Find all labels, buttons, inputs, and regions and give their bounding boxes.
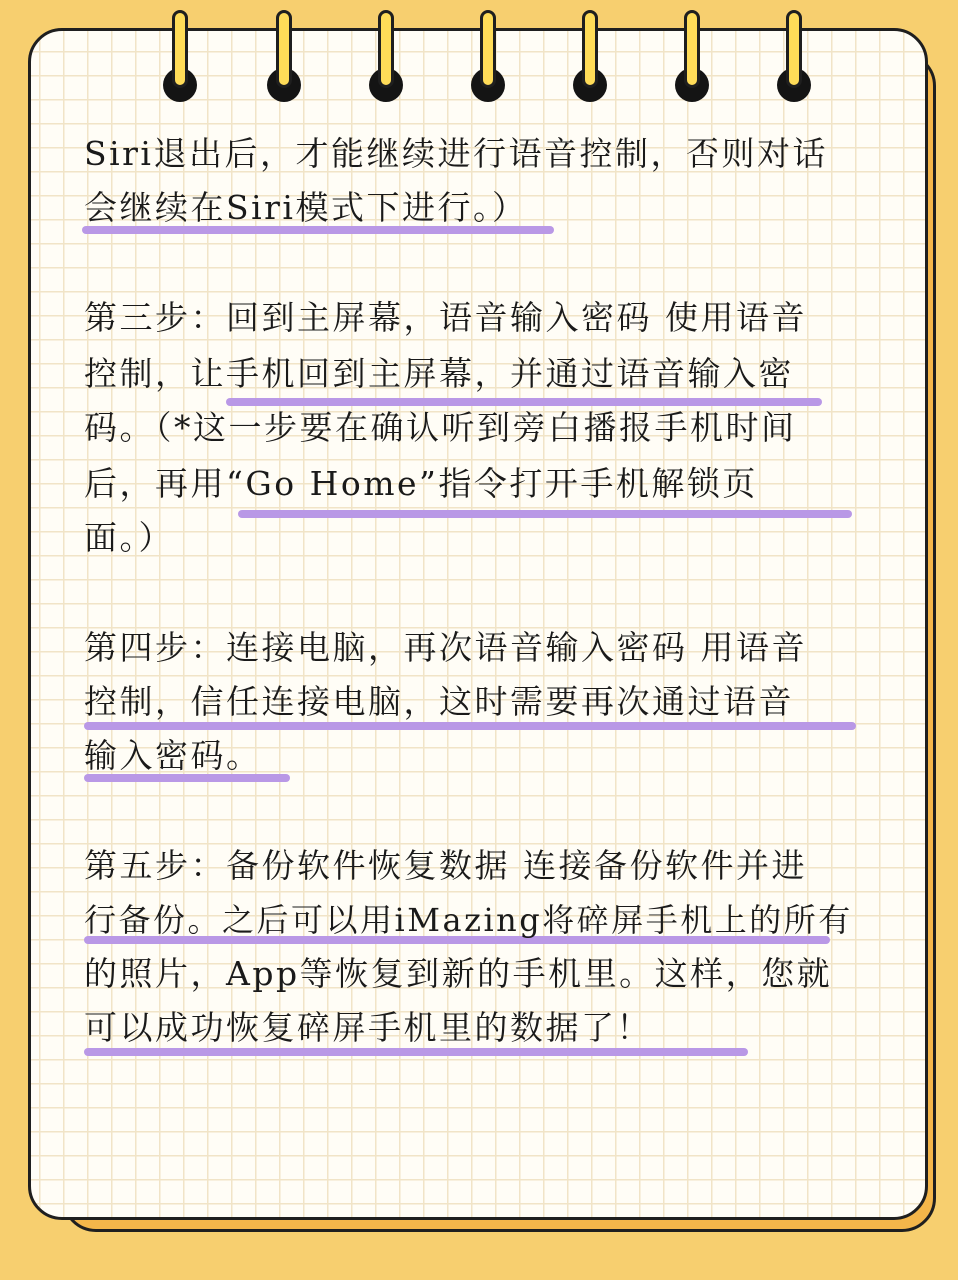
- text-line: 后，再用“Go Home”指令打开手机解锁页: [84, 464, 758, 503]
- step-four-heading: 第四步：连接电脑，再次语音输入密码 用语音: [84, 628, 807, 667]
- step-three-heading: 第三步：回到主屏幕，语音输入密码 使用语音: [84, 298, 807, 337]
- text-line: 面。）: [84, 518, 174, 557]
- spiral-ring: [160, 0, 200, 110]
- text-line: 输入密码。: [84, 736, 262, 775]
- marker-underline: [84, 1048, 748, 1056]
- text-line: 行备份。之后可以用iMazing将碎屏手机上的所有: [84, 901, 853, 939]
- spiral-ring: [672, 0, 712, 110]
- spiral-ring: [264, 0, 304, 110]
- ring-wire: [378, 10, 394, 88]
- marker-underline: [84, 722, 856, 730]
- ring-wire: [172, 10, 188, 88]
- text-line: 的照片，App等恢复到新的手机里。这样，您就: [84, 954, 833, 993]
- text-line: 控制，信任连接电脑，这时需要再次通过语音: [84, 682, 794, 721]
- step-five-heading: 第五步：备份软件恢复数据 连接备份软件并进: [84, 846, 807, 885]
- ring-wire: [684, 10, 700, 88]
- marker-underline: [238, 510, 852, 518]
- spiral-ring: [774, 0, 814, 110]
- ring-wire: [480, 10, 496, 88]
- ring-wire: [582, 10, 598, 88]
- text-line: 码。（*这一步要在确认听到旁白播报手机时间: [84, 408, 797, 447]
- text-line: 可以成功恢复碎屏手机里的数据了！: [84, 1008, 652, 1047]
- spiral-ring: [366, 0, 406, 110]
- ring-wire: [276, 10, 292, 88]
- marker-underline: [226, 398, 822, 406]
- ring-wire: [786, 10, 802, 88]
- text-line: 控制，让手机回到主屏幕，并通过语音输入密: [84, 354, 794, 393]
- spiral-ring: [570, 0, 610, 110]
- spiral-ring: [468, 0, 508, 110]
- text-line: Siri退出后，才能继续进行语音控制，否则对话: [84, 134, 828, 173]
- text-line: 会继续在Siri模式下进行。）: [84, 188, 528, 227]
